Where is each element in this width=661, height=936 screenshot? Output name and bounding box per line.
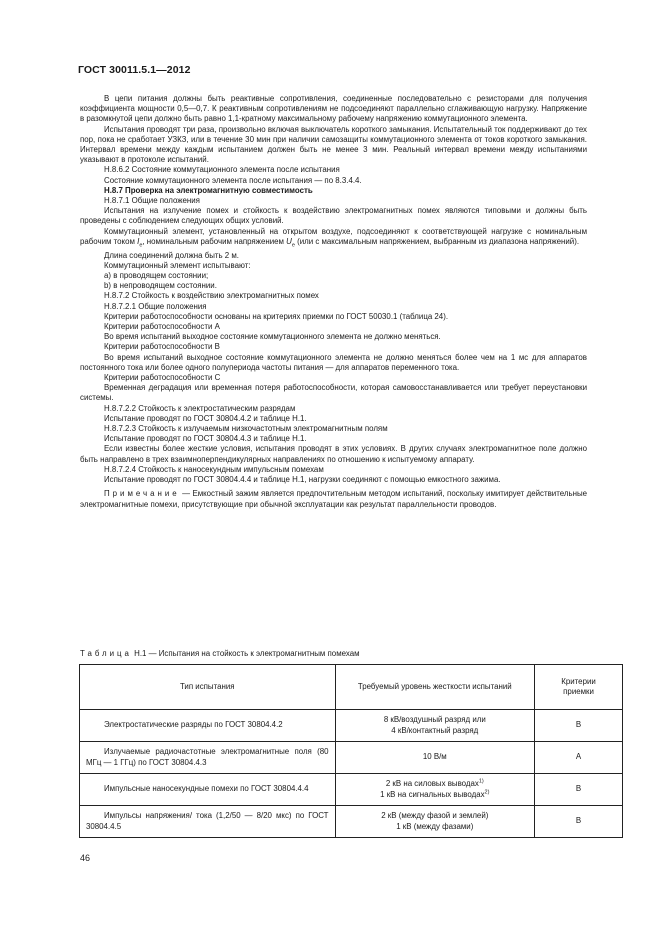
- section-heading: Н.8.7.2.3 Стойкость к излучаемым низкочастотным электромагнитным полям: [104, 424, 388, 434]
- paragraph: Испытание проводят по ГОСТ 30804.4.3 и таблице Н.1.: [104, 434, 307, 444]
- paragraph: Испытания проводят три раза, произвольно включая выключатель короткого замыкания. Испытательный ток поддерживают до тех пор, пока не сработает УЗКЗ, или в течение 30 мин при наличии самозащиты коммутационного элемента от токов короткого замыкания. Интервал времени между каждым испытанием должен быть не менее 3 мин. Реальный интервал времени между испытаниями указывают в протоколе испытаний.: [80, 124, 587, 165]
- paragraph: Критерии работоспособности А: [104, 322, 220, 332]
- table-row: [80, 742, 623, 774]
- paragraph: Временная деградация или временная потеря работоспособности, которая самовосстанавливается или требует переустановки системы.: [80, 383, 587, 403]
- table-caption: Таблица Н.1 — Испытания на стойкость к электромагнитным помехам: [80, 649, 360, 658]
- section-heading: Н.8.7.1 Общие положения: [104, 196, 200, 206]
- criteria-cell: В: [535, 774, 623, 806]
- test-type-cell: Импульсные наносекундные помехи по ГОСТ 30804.4.4: [80, 774, 336, 806]
- paragraph: Во время испытаний выходное состояние коммутационного элемента не должно меняться более чем на 1 мс для аппаратов постоянного тока или более одного полупериода частоты питания — для аппаратов переменного тока.: [80, 352, 587, 372]
- paragraph: Критерии работоспособности В: [104, 342, 220, 352]
- section-heading: Н.8.6.2 Состояние коммутационного элемента после испытания: [104, 165, 340, 175]
- criteria-cell: А: [535, 742, 623, 774]
- section-heading: Н.8.7.2.1 Общие положения: [104, 301, 207, 311]
- test-type-cell: Импульсы напряжения/ тока (1,2/50 — 8/20 мкс) по ГОСТ 30804.4.5: [80, 806, 336, 838]
- paragraph: Критерии работоспособности С: [104, 373, 221, 383]
- section-heading: Н.8.7.2.2 Стойкость к электростатическим разрядам: [104, 403, 296, 413]
- paragraph: Если известны более жесткие условия, испытания проводят в этих условиях. В других случаях электромагнитное поле должно быть направлено в трех взаимноперпендикулярных направлениях по отношению к испытуемому аппарату.: [80, 444, 587, 464]
- note-label: Примечание: [104, 489, 180, 499]
- table-header: Требуемый уровень жесткости испытаний: [335, 665, 535, 710]
- test-type-cell: Электростатические разряды по ГОСТ 30804.4.2: [80, 710, 336, 742]
- document-header: ГОСТ 30011.5.1—2012: [78, 64, 191, 76]
- page-body: [80, 94, 587, 510]
- table-row: [80, 710, 623, 742]
- paragraph: Состояние коммутационного элемента после испытания — по 8.3.4.4.: [104, 175, 362, 185]
- note: [80, 489, 587, 509]
- paragraph: Критерии работоспособности основаны на критериях приемки по ГОСТ 50030.1 (таблица 24).: [104, 311, 449, 321]
- table-row: [80, 774, 623, 806]
- table-row: [80, 806, 623, 838]
- section-heading-bold: Н.8.7 Проверка на электромагнитную совместимость: [104, 185, 313, 195]
- paragraph: Испытание проводят по ГОСТ 30804.4.2 и таблице Н.1.: [104, 413, 307, 423]
- paragraph: В цепи питания должны быть реактивные сопротивления, соединенные последовательно с резисторами для получения коэффициента мощности 0,5—0,7. К реактивным сопротивлениям не подсоединяют параллельно сглаживающую нагрузку. Напряжение в разомкнутой цепи должно быть равно 1,1-кратному максимальному рабочему напряжению коммутационного элемента.: [80, 94, 587, 124]
- table-header: Тип испытания: [80, 665, 336, 710]
- table-header-row: [80, 665, 623, 710]
- note-text: — Емкостный зажим является предпочтительным методом испытаний, поскольку имитирует действительные электромагнитные помехи, присутствующие при обычной эксплуатации как результат параллельности проводов.: [80, 489, 587, 509]
- section-heading: Н.8.7.2 Стойкость к воздействию электромагнитных помех: [104, 291, 319, 301]
- level-cell: 2 кВ на силовых выводах$^{1)}$ 1 кВ на сигнальных выводах$^{2)}$: [335, 774, 535, 806]
- level-cell: 2 кВ (между фазой и землей) 1 кВ (между фазами): [335, 806, 535, 838]
- paragraph: Коммутационный элемент испытывают:: [104, 260, 251, 270]
- list-item: а) в проводящем состоянии;: [104, 271, 209, 281]
- emc-table: [79, 664, 623, 838]
- paragraph: Во время испытаний выходное состояние коммутационного элемента не должно меняться.: [104, 332, 441, 342]
- section-heading: Н.8.7.2.4 Стойкость к наносекундным импульсным помехам: [104, 464, 324, 474]
- table-header: Критерии приемки: [535, 665, 623, 710]
- switching-paragraph: Коммутационный элемент, установленный на открытом воздухе, подсоединяют к соответствующей нагрузке с номинальным рабочим током $I_e$, номинальным рабочим напряжением $U_e$ (или с максимальным напряжением, выбранным из диапазона напряжений).: [80, 226, 587, 249]
- level-cell: 10 В/м: [335, 742, 535, 774]
- criteria-cell: В: [535, 806, 623, 838]
- paragraph: Длина соединений должна быть 2 м.: [104, 250, 239, 260]
- paragraph: Испытание проводят по ГОСТ 30804.4.4 и таблице Н.1, нагрузки соединяют с помощью емкостного зажима.: [104, 475, 501, 485]
- list-item: b) в непроводящем состоянии.: [104, 281, 217, 291]
- criteria-cell: В: [535, 710, 623, 742]
- level-cell: 8 кВ/воздушный разряд или 4 кВ/контактный разряд: [335, 710, 535, 742]
- page-number: 46: [80, 853, 91, 863]
- test-type-cell: Излучаемые радиочастотные электромагнитные поля (80 МГц — 1 ГГц) по ГОСТ 30804.4.3: [80, 742, 336, 774]
- paragraph: Испытания на излучение помех и стойкость к воздействию электромагнитных помех являются типовыми и должны быть проведены с соблюдением следующих общих условий.: [80, 206, 587, 226]
